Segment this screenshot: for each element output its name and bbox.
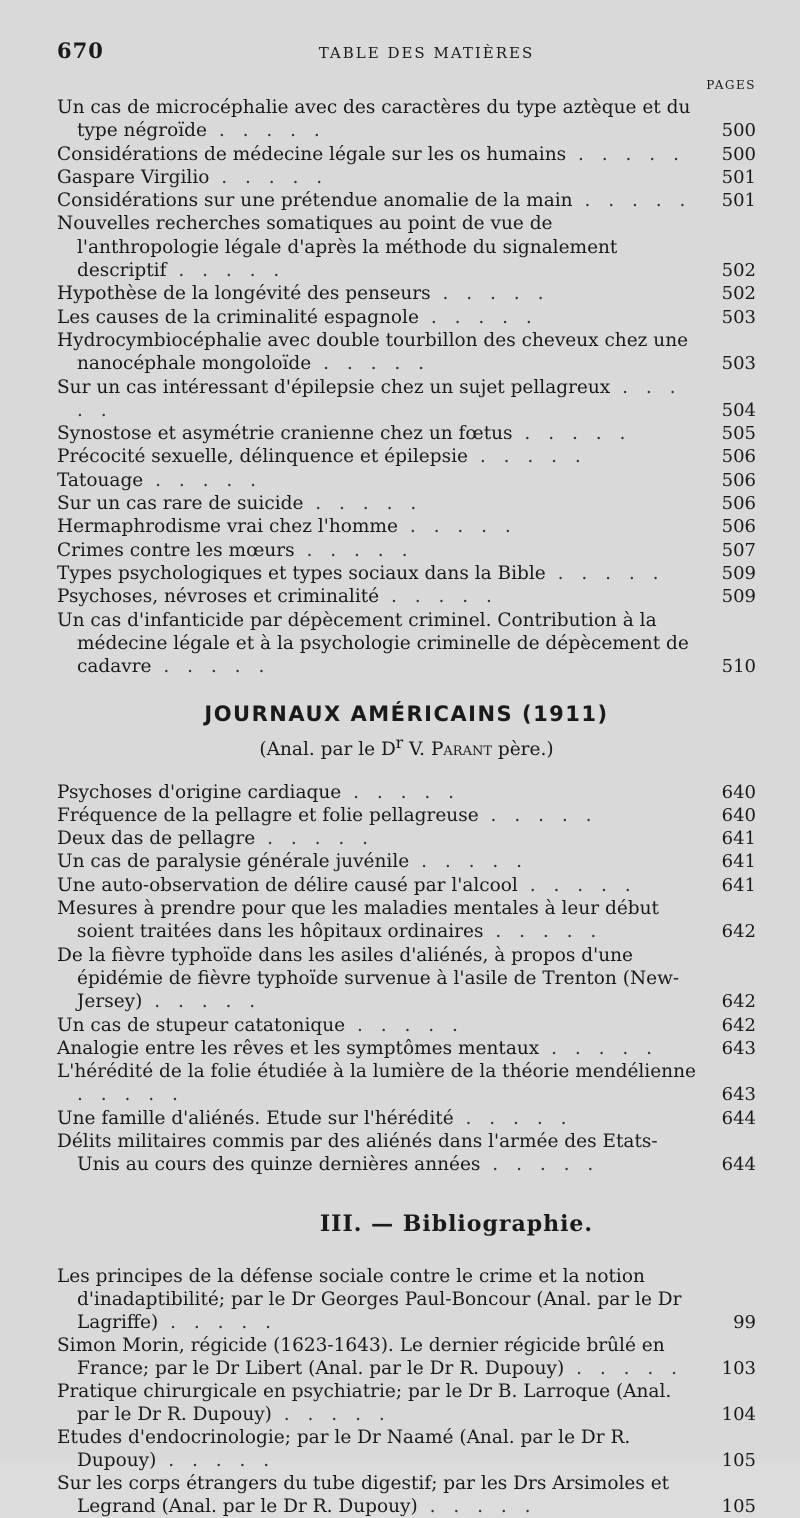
toc-entry (57, 212, 756, 282)
toc-entry (57, 827, 756, 850)
dot-leader: . . . . . (143, 469, 263, 491)
dot-leader: . . . . . (512, 423, 632, 445)
toc-entry-page: 506 (721, 516, 756, 538)
toc-entry (57, 1472, 756, 1518)
toc-entry (57, 492, 756, 515)
toc-entry (57, 1334, 756, 1380)
toc-entry (57, 96, 756, 143)
toc-entry-page: 642 (721, 1014, 756, 1036)
dot-leader: . . . . . (77, 1084, 184, 1106)
toc-entry-title: Une auto-observation de délire causé par l'alcool (57, 874, 518, 896)
toc-entry-title: Sur un cas intéressant d'épilepsie chez un sujet pellagreux (57, 376, 611, 398)
dot-leader: . . . . . (483, 921, 603, 943)
toc-entry-page: 644 (721, 1107, 756, 1129)
toc-entry-title: Un cas de microcéphalie avec des caractères du type aztèque et du type négroïde (57, 97, 691, 142)
dot-leader: . . . . . (311, 353, 430, 375)
toc-entry (57, 781, 756, 804)
pages-column-label: PAGES (706, 78, 756, 92)
toc-entry-page: 504 (721, 399, 756, 421)
toc-entry (57, 515, 756, 538)
dot-leader: . . . . . (379, 586, 498, 608)
dot-leader: . . . . . (206, 120, 326, 142)
dot-leader: . . . . . (255, 828, 375, 850)
toc-entry-page: 643 (721, 1084, 756, 1106)
toc-entry (57, 1130, 756, 1177)
toc-entry-page: 103 (721, 1357, 756, 1379)
toc-entry (57, 166, 756, 189)
dot-leader: . . . . . (151, 656, 271, 678)
toc-entry-title: Etudes d'endocrinologie; par le Dr Naamé (Anal. par le Dr R. Dupouy) (57, 1426, 631, 1471)
dot-leader: . . . . . (158, 1311, 278, 1333)
subtitle-sup: r (395, 734, 404, 753)
toc-entry-page: 502 (721, 260, 756, 282)
dot-leader: . . . . . (566, 143, 685, 165)
toc-entry-title: Simon Morin, régicide (1623-1643). Le dernier régicide brûlé en France; par le Dr Libert (Anal. par le Dr R. Dupouy) (57, 1334, 665, 1379)
toc-entry-page: 644 (721, 1154, 756, 1176)
toc-entry-page: 509 (721, 562, 756, 584)
toc-list-journaux (57, 781, 756, 1177)
toc-entry (57, 874, 756, 897)
toc-entry (57, 445, 756, 468)
dot-leader: . . . . . (417, 1495, 537, 1517)
toc-entry-title: Délits militaires commis par des aliénés dans l'armée des Etats-Unis au cours des quinze dernières années (57, 1131, 658, 1176)
toc-entry-page: 105 (721, 1495, 756, 1517)
subtitle-author: V. Parant (403, 739, 492, 761)
toc-entry-page: 105 (721, 1449, 756, 1471)
toc-entry-title: Un cas de paralysie générale juvénile (57, 851, 410, 873)
toc-entry-title: Hydrocymbiocéphalie avec double tourbillon des cheveux chez une nanocéphale mongoloïde (57, 329, 689, 375)
dot-leader: . . . . . (166, 260, 286, 282)
toc-entry-title: Les causes de la criminalité espagnole (57, 306, 419, 328)
toc-entry (57, 1426, 756, 1472)
toc-entry (57, 897, 756, 944)
toc-entry-page: 99 (733, 1311, 756, 1333)
toc-entry-page: 506 (721, 469, 756, 491)
section-subtitle-journaux (57, 734, 756, 760)
dot-leader: . . . . . (271, 1403, 391, 1425)
toc-entry (57, 189, 756, 212)
section-title-bibliographie: III. — Bibliographie. (319, 1210, 594, 1237)
toc-entry-page: 509 (721, 586, 756, 608)
toc-entry-title: Pratique chirurgicale en psychiatrie; par le Dr B. Larroque (Anal. par le Dr R. Dupouy) (57, 1380, 672, 1425)
dot-leader: . . . . . (303, 493, 423, 515)
running-title: TABLE DES MATIÈRES (318, 44, 535, 62)
dot-leader: . . . . . (77, 376, 682, 421)
toc-entry-title: Psychoses d'origine cardiaque (57, 781, 342, 803)
toc-entry-title: Deux das de pellagre (57, 828, 256, 850)
toc-entry-title: Sur les corps étrangers du tube digestif; par les Drs Arsimoles et Legrand (Anal. par le Dr R. Dupouy) (57, 1472, 670, 1517)
toc-entry (57, 329, 756, 376)
toc-entry-title: Synostose et asymétrie cranienne chez un fœtus (57, 423, 513, 445)
toc-entry-title: Gaspare Virgilio (57, 166, 210, 188)
toc-entry-title: Analogie entre les rêves et les symptômes mentaux (57, 1037, 540, 1059)
toc-entry (57, 282, 756, 305)
dot-leader: . . . . . (545, 562, 665, 584)
toc-entry-title: Crimes contre les mœurs (57, 539, 295, 561)
toc-entry-title: Fréquence de la pellagre et folie pellagreuse (57, 804, 479, 826)
toc-entry (57, 1014, 756, 1037)
toc-entry-title: Un cas d'infanticide par dépècement criminel. Contribution à la médecine légale et à la psychologie criminelle de dépècement de cadavre (57, 609, 689, 678)
dot-leader: . . . . . (341, 781, 460, 803)
dot-leader: . . . . . (564, 1357, 684, 1379)
toc-entry (57, 539, 756, 562)
dot-leader: . . . . . (478, 804, 598, 826)
section-title-journaux: JOURNAUX AMÉRICAINS (1911) (204, 702, 609, 727)
toc-entry-page: 507 (721, 539, 756, 561)
toc-entry-title: Psychoses, névroses et criminalité (57, 586, 380, 608)
toc-entry (57, 422, 756, 445)
toc-entry-title: Tatouage (57, 469, 144, 491)
dot-leader: . . . . . (539, 1037, 659, 1059)
toc-entry-title: Types psychologiques et types sociaux dans la Bible (57, 562, 546, 584)
toc-entry-page: 643 (721, 1037, 756, 1059)
toc-entry-page: 510 (721, 656, 756, 678)
dot-leader: . . . . . (480, 1154, 600, 1176)
toc-entry (57, 850, 756, 873)
toc-entry-page: 500 (721, 120, 756, 142)
toc-entry (57, 1265, 756, 1334)
page-header (57, 0, 756, 78)
toc-entry-page: 506 (721, 446, 756, 468)
toc-entry-title: Une famille d'aliénés. Etude sur l'hérédité (57, 1107, 454, 1129)
toc-entry-page: 500 (721, 143, 756, 165)
toc-entry-title: Nouvelles recherches somatiques au point de vue de l'anthropologie légale d'après la méthode du signalement descriptif (57, 213, 618, 282)
toc-entry-title: Hermaphrodisme vrai chez l'homme (57, 516, 398, 538)
toc-entry (57, 562, 756, 585)
toc-entry (57, 1380, 756, 1426)
toc-entry (57, 585, 756, 608)
subtitle-prefix: (Anal. par le D (259, 739, 396, 761)
dot-leader: . . . . . (517, 874, 637, 896)
toc-list-bibliographie (57, 1265, 756, 1518)
toc-entry-page: 642 (721, 921, 756, 943)
dot-leader: . . . . . (397, 516, 517, 538)
subtitle-suffix: père.) (492, 739, 554, 761)
toc-entry-title: Mesures à prendre pour que les maladies mentales à leur début soient traitées dans les hôpitaux ordinaires (57, 898, 659, 943)
dot-leader: . . . . . (345, 1014, 464, 1036)
toc-entry-page: 505 (721, 423, 756, 445)
toc-entry-page: 640 (721, 781, 756, 803)
toc-entry-title: Considérations de médecine légale sur les os humains (57, 143, 567, 165)
dot-leader: . . . . . (418, 306, 538, 328)
toc-entry-page: 501 (721, 190, 756, 212)
dot-leader: . . . . . (467, 446, 587, 468)
toc-entry (57, 1037, 756, 1060)
toc-entry-page: 501 (721, 166, 756, 188)
toc-entry-page: 104 (721, 1403, 756, 1425)
toc-entry (57, 1060, 756, 1107)
toc-entry (57, 469, 756, 492)
toc-entry (57, 804, 756, 827)
dot-leader: . . . . . (572, 190, 692, 212)
toc-entry-page: 641 (721, 874, 756, 896)
toc-entry-page: 642 (721, 991, 756, 1013)
toc-entry-page: 503 (721, 353, 756, 375)
dot-leader: . . . . . (156, 1449, 276, 1471)
toc-entry-page: 641 (721, 851, 756, 873)
dot-leader: . . . . . (409, 851, 529, 873)
toc-entry (57, 376, 756, 423)
toc-entry-title: Sur un cas rare de suicide (57, 493, 304, 515)
toc-entry-page: 641 (721, 828, 756, 850)
toc-entry-title: Un cas de stupeur catatonique (57, 1014, 346, 1036)
toc-list-articles (57, 96, 756, 678)
dot-leader: . . . . . (430, 283, 550, 305)
toc-entry (57, 143, 756, 166)
toc-entry-page: 502 (721, 283, 756, 305)
dot-leader: . . . . . (453, 1107, 573, 1129)
toc-entry-title: Les principes de la défense sociale contre le crime et la notion d'inadaptibilité; par le Dr Georges Paul-Boncour (Anal. par le Dr Lagriffe) (57, 1265, 682, 1333)
toc-entry (57, 944, 756, 1014)
dot-leader: . . . . . (209, 166, 329, 188)
toc-entry-title: De la fièvre typhoïde dans les asiles d'aliénés, à propos d'une épidémie de fièvre typhoïde survenue à l'asile de Trenton (New-Jersey) (57, 944, 680, 1013)
dot-leader: . . . . . (142, 991, 262, 1013)
toc-entry-page: 506 (721, 493, 756, 515)
toc-entry-title: Hypothèse de la longévité des penseurs (57, 283, 431, 305)
toc-entry (57, 306, 756, 329)
toc-entry (57, 609, 756, 679)
toc-entry-title: Précocité sexuelle, délinquence et épilepsie (57, 446, 468, 468)
toc-entry-title: L'hérédité de la folie étudiée à la lumière de la théorie mendélienne (57, 1061, 696, 1083)
page-number: 670 (57, 38, 104, 63)
toc-entry-page: 640 (721, 804, 756, 826)
dot-leader: . . . . . (294, 539, 414, 561)
toc-entry-page: 503 (721, 306, 756, 328)
toc-entry-title: Considérations sur une prétendue anomalie de la main (57, 190, 573, 212)
toc-entry (57, 1107, 756, 1130)
